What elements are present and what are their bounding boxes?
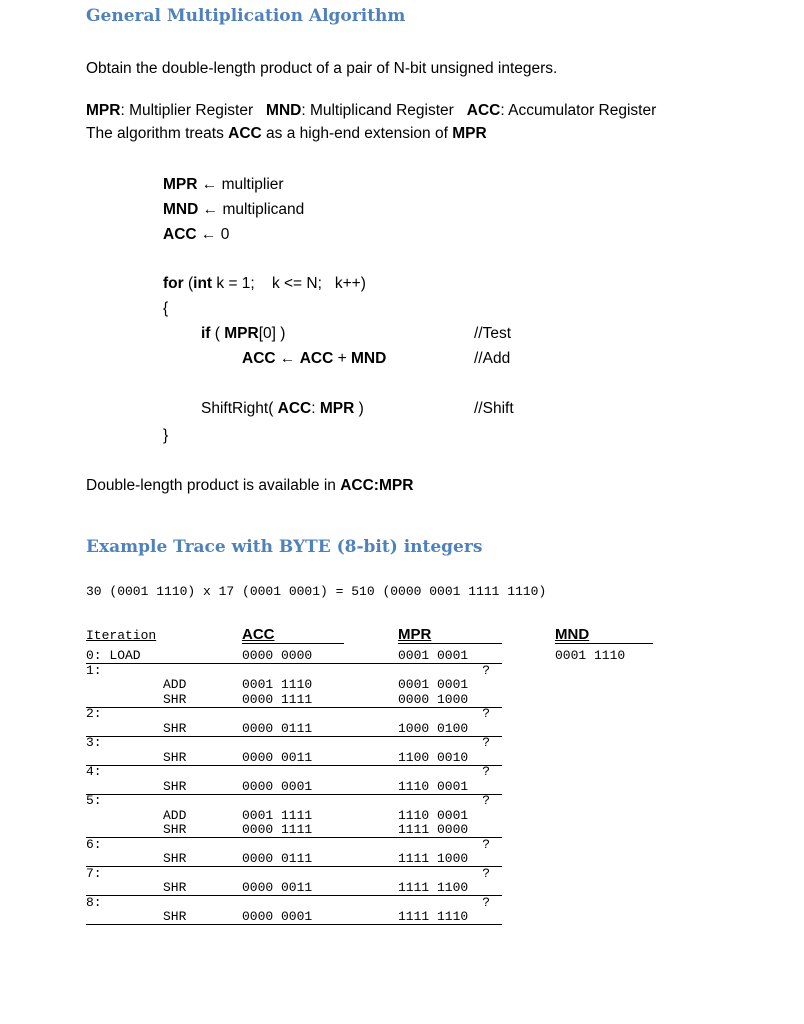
treat-acc: ACC bbox=[228, 125, 262, 142]
shift-fn: ShiftRight( bbox=[201, 400, 278, 417]
op-label: SHR bbox=[163, 691, 187, 707]
op-label: SHR bbox=[163, 778, 187, 794]
shift-comment: //Shift bbox=[474, 400, 514, 417]
test-comment: //Test bbox=[474, 325, 512, 342]
header-acc-rule bbox=[242, 643, 344, 644]
op-label: SHR bbox=[163, 720, 187, 736]
acc-value: 0000 1111 bbox=[242, 822, 313, 837]
treat-pre: The algorithm treats bbox=[86, 125, 229, 142]
test-question-mark: ? bbox=[482, 793, 490, 808]
mpr-value: 1000 0100 bbox=[398, 720, 469, 736]
iteration-label: 7: bbox=[86, 865, 102, 881]
mpr-value: 1111 0000 bbox=[398, 822, 469, 837]
op-label: ADD bbox=[163, 677, 187, 692]
iteration-label: 6: bbox=[86, 836, 102, 852]
for-open: ( bbox=[183, 275, 194, 292]
op-label: ADD bbox=[163, 807, 187, 823]
add-reg: ACC bbox=[242, 350, 276, 367]
iteration-label: 1: bbox=[86, 662, 102, 678]
iteration-label: 5: bbox=[86, 793, 102, 808]
mpr-desc: : Multiplier Register bbox=[120, 102, 267, 119]
if-keyword: if bbox=[201, 325, 211, 342]
mpr-value: 1111 1110 bbox=[398, 909, 469, 924]
code-val: 0 bbox=[220, 226, 230, 243]
code-val: multiplicand bbox=[222, 201, 305, 218]
result-mpr: MPR bbox=[378, 477, 414, 494]
test-question-mark: ? bbox=[482, 735, 490, 750]
trace-title: Example Trace with BYTE (8-bit) integers bbox=[86, 537, 483, 557]
op-label: SHR bbox=[163, 880, 187, 895]
acc-value: 0000 0111 bbox=[242, 720, 313, 736]
load-mpr: 0001 0001 bbox=[398, 648, 469, 663]
shift-colon: : bbox=[311, 400, 320, 417]
arrow-icon: ← bbox=[196, 226, 221, 243]
header-mpr-rule bbox=[398, 643, 502, 644]
brace-open: { bbox=[163, 300, 169, 317]
iteration-label: 3: bbox=[86, 735, 102, 750]
acc-value: 0000 0001 bbox=[242, 909, 313, 924]
arrow-icon: ← bbox=[198, 201, 223, 218]
code-reg: MPR bbox=[163, 176, 198, 193]
acc-value: 0001 1110 bbox=[242, 677, 313, 692]
test-question-mark: ? bbox=[482, 894, 490, 910]
acc-value: 0000 0011 bbox=[242, 880, 313, 895]
test-question-mark: ? bbox=[482, 865, 490, 881]
load-acc: 0000 0000 bbox=[242, 648, 313, 663]
if-open: ( bbox=[210, 325, 225, 342]
op-label: SHR bbox=[163, 749, 187, 765]
iteration-label: 2: bbox=[86, 706, 102, 721]
mpr-value: 1111 1000 bbox=[398, 851, 469, 866]
op-label: SHR bbox=[163, 851, 187, 866]
header-mpr: MPR bbox=[398, 626, 432, 643]
mpr-value: 1110 0001 bbox=[398, 807, 469, 823]
if-rest: [0] ) bbox=[258, 325, 286, 342]
mpr-term: MPR bbox=[86, 102, 121, 119]
add-reg: MND bbox=[350, 350, 387, 367]
header-acc: ACC bbox=[242, 626, 275, 643]
for-rest: k = 1; k <= N; k++) bbox=[212, 275, 366, 292]
trace-equation: 30 (0001 1110) x 17 (0001 0001) = 510 (0000 0001 1111 1110) bbox=[86, 584, 547, 599]
treat-mid: as a high-end extension of bbox=[261, 125, 453, 142]
code-shift-line bbox=[201, 400, 364, 418]
mnd-term: MND bbox=[266, 102, 302, 119]
test-question-mark: ? bbox=[482, 662, 490, 678]
code-reg: MND bbox=[163, 201, 199, 218]
for-keyword: for bbox=[163, 275, 184, 292]
mpr-value: 0000 1000 bbox=[398, 691, 469, 707]
add-reg: ACC bbox=[299, 350, 334, 367]
load-mnd: 0001 1110 bbox=[555, 648, 626, 663]
mpr-value: 1111 1100 bbox=[398, 880, 469, 895]
load-label: 0: LOAD bbox=[86, 648, 141, 663]
acc-term: ACC bbox=[466, 102, 501, 119]
shift-close: ) bbox=[354, 400, 364, 417]
register-definitions bbox=[86, 102, 656, 120]
result-line bbox=[86, 477, 413, 495]
arrow-icon: ← bbox=[275, 350, 300, 367]
mnd-desc: : Multiplicand Register bbox=[301, 102, 467, 119]
test-question-mark: ? bbox=[482, 764, 490, 779]
acc-value: 0000 0011 bbox=[242, 749, 313, 765]
code-line-mnd bbox=[163, 201, 304, 219]
header-mnd-rule bbox=[555, 643, 653, 644]
shift-reg: MPR bbox=[319, 400, 355, 417]
iteration-label: 8: bbox=[86, 894, 102, 910]
op-label: SHR bbox=[163, 822, 187, 837]
acc-desc: : Accumulator Register bbox=[500, 102, 657, 119]
acc-value: 0000 0001 bbox=[242, 778, 313, 794]
mpr-value: 0001 0001 bbox=[398, 677, 469, 692]
acc-value: 0000 0111 bbox=[242, 851, 313, 866]
add-plus: + bbox=[333, 350, 351, 367]
acc-value: 0000 1111 bbox=[242, 691, 313, 707]
mpr-value: 1110 0001 bbox=[398, 778, 469, 794]
header-iteration: Iteration bbox=[86, 628, 157, 643]
op-label: SHR bbox=[163, 909, 187, 924]
code-if-line bbox=[201, 325, 285, 343]
result-acc: ACC bbox=[340, 477, 374, 494]
add-comment: //Add bbox=[474, 350, 511, 367]
code-val: multiplier bbox=[221, 176, 284, 193]
result-colon: : bbox=[373, 477, 379, 494]
code-add-line bbox=[242, 350, 386, 368]
acc-value: 0001 1111 bbox=[242, 807, 313, 823]
algorithm-title: General Multiplication Algorithm bbox=[86, 6, 406, 26]
arrow-icon: ← bbox=[197, 176, 222, 193]
treat-line bbox=[86, 125, 487, 143]
result-pre: Double-length product is available in bbox=[86, 477, 341, 494]
code-for-line bbox=[163, 275, 366, 293]
code-line-mpr bbox=[163, 176, 284, 194]
intro-text: Obtain the double-length product of a pair of N-bit unsigned integers. bbox=[86, 60, 558, 77]
code-line-acc bbox=[163, 226, 229, 244]
test-question-mark: ? bbox=[482, 836, 490, 852]
test-question-mark: ? bbox=[482, 706, 490, 721]
shift-reg: ACC bbox=[277, 400, 312, 417]
treat-mpr: MPR bbox=[452, 125, 487, 142]
if-reg: MPR bbox=[224, 325, 259, 342]
mpr-value: 1100 0010 bbox=[398, 749, 469, 765]
row-rule bbox=[86, 924, 502, 925]
iteration-label: 4: bbox=[86, 764, 102, 779]
brace-close: } bbox=[163, 427, 169, 444]
int-keyword: int bbox=[193, 275, 213, 292]
code-reg: ACC bbox=[163, 226, 197, 243]
header-mnd: MND bbox=[555, 626, 590, 643]
